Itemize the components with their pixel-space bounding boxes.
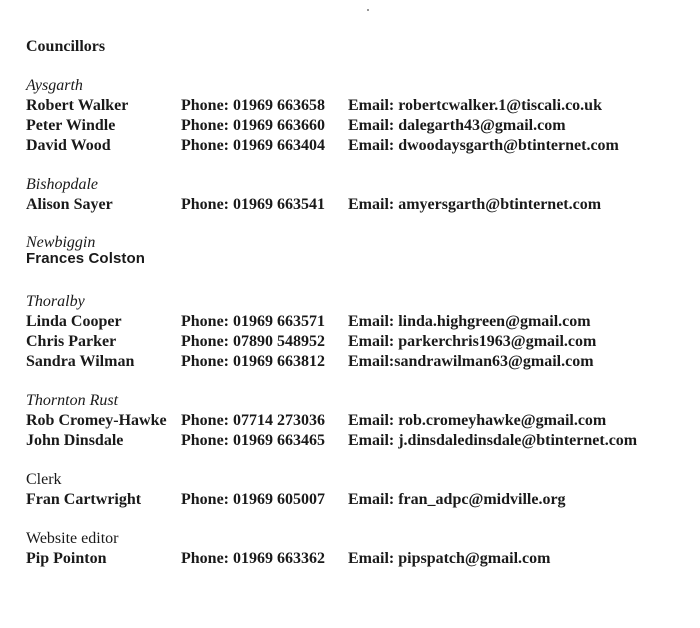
member-email: Email: rob.cromeyhawke@gmail.com	[348, 412, 607, 429]
member-row	[26, 352, 594, 372]
member-name: Alison Sayer	[26, 196, 113, 213]
member-phone: Phone: 07890 548952	[181, 333, 325, 350]
member-row	[26, 549, 551, 569]
member-row	[26, 431, 638, 451]
section-heading: Thornton Rust	[26, 392, 119, 409]
member-email: Email: dalegarth43@gmail.com	[348, 117, 566, 134]
section-newbiggin	[26, 233, 146, 269]
member-row	[26, 332, 597, 352]
section-aysgarth	[26, 76, 619, 156]
member-row	[26, 312, 591, 332]
section-website-editor	[26, 529, 551, 569]
member-row	[26, 116, 566, 136]
member-row	[26, 490, 566, 510]
member-row	[26, 249, 146, 269]
member-name: Rob Cromey-Hawke	[26, 412, 167, 429]
member-name: David Wood	[26, 137, 111, 154]
section-heading: Aysgarth	[26, 77, 83, 94]
scan-speck	[367, 9, 369, 11]
member-phone: Phone: 01969 663541	[181, 196, 325, 213]
member-phone: Phone: 01969 663404	[181, 137, 325, 154]
member-name: Fran Cartwright	[26, 491, 142, 508]
member-row	[26, 195, 602, 215]
member-row	[26, 136, 619, 156]
member-name: Sandra Wilman	[26, 353, 135, 370]
section-bishopdale	[26, 175, 602, 215]
member-phone: Phone: 01969 663362	[181, 550, 325, 567]
member-phone: Phone: 01969 663465	[181, 432, 325, 449]
section-heading: Newbiggin	[26, 234, 96, 251]
section-thoralby	[26, 292, 597, 372]
member-phone: Phone: 01969 663660	[181, 117, 325, 134]
member-phone: Phone: 01969 663571	[181, 313, 325, 330]
member-row	[26, 411, 607, 431]
member-name: Frances Colston	[26, 250, 146, 267]
member-name: Pip Pointon	[26, 550, 107, 567]
section-heading: Thoralby	[26, 293, 85, 310]
member-name: Robert Walker	[26, 97, 129, 114]
member-phone: Phone: 07714 273036	[181, 412, 325, 429]
section-heading: Bishopdale	[26, 176, 98, 193]
member-phone: Phone: 01969 605007	[181, 491, 325, 508]
member-phone: Phone: 01969 663658	[181, 97, 325, 114]
member-name: Chris Parker	[26, 333, 117, 350]
member-email: Email: parkerchris1963@gmail.com	[348, 333, 597, 350]
member-name: John Dinsdale	[26, 432, 124, 449]
section-thornton-rust	[26, 391, 638, 451]
page-title: Councillors	[26, 38, 106, 55]
member-email: Email: dwoodaysgarth@btinternet.com	[348, 137, 619, 154]
member-email: Email:sandrawilman63@gmail.com	[348, 353, 594, 370]
section-clerk	[26, 470, 566, 510]
member-email: Email: pipspatch@gmail.com	[348, 550, 551, 567]
member-phone: Phone: 01969 663812	[181, 353, 325, 370]
member-email: Email: amyersgarth@btinternet.com	[348, 196, 602, 213]
member-email: Email: j.dinsdaledinsdale@btinternet.com	[348, 432, 638, 449]
member-email: Email: robertcwalker.1@tiscali.co.uk	[348, 97, 602, 114]
member-row	[26, 96, 602, 116]
member-email: Email: fran_adpc@midville.org	[348, 491, 566, 508]
member-name: Peter Windle	[26, 117, 116, 134]
section-heading: Website editor	[26, 530, 119, 547]
member-name: Linda Cooper	[26, 313, 122, 330]
member-email: Email: linda.highgreen@gmail.com	[348, 313, 591, 330]
section-heading: Clerk	[26, 471, 62, 488]
